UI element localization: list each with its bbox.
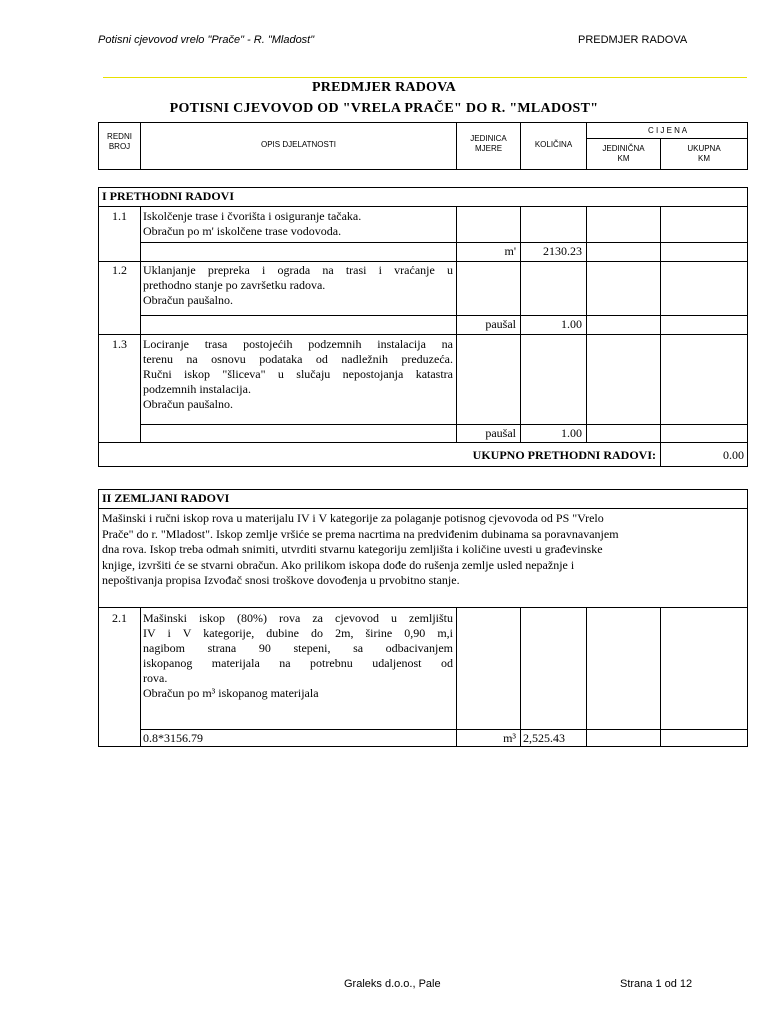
col-redni: REDNI xyxy=(107,132,132,141)
header-divider xyxy=(103,77,747,78)
col-kolicina: KOLIČINA xyxy=(534,140,573,149)
item-1-2-description: Uklanjanje prepreka i ograda na trasi i vraćanje u prethodno stanje po završetku radova. Obračun paušalno. xyxy=(143,263,453,307)
item-1-3-unit: paušal xyxy=(485,426,516,440)
item-1-2-number: 1.2 xyxy=(112,263,127,277)
col-ukupna: UKUPNA xyxy=(687,144,721,153)
item-1-2-unit: paušal xyxy=(485,317,516,331)
col-cijena: C I J E N A xyxy=(647,126,688,135)
section-2-intro: Mašinski i ručni iskop rova u materijalu IV i V kategorije za polaganje potisnog cjevovoda od PS "Vrelo Prače" do r. "Mladost". Iskop zemlje vršiće se prema nacrtima na predviđenim dubinama sa poravnavanjem dna rova. Iskop treba odmah snimiti, utvrditi stvarnu kategoriju zemljišta i količine uvesti u građevinske knjige, izvršiti će se stvarni obračun. Ako prilikom iskopa dođe do rušenja zemlje usled nepažnje i nepoštivanja propisa Izvođač snosi troškove dovođenja u prvobitno stanje. xyxy=(102,511,619,587)
item-1-2-quantity: 1.00 xyxy=(561,317,582,331)
item-1-1-number: 1.1 xyxy=(112,209,127,223)
item-1-3-quantity: 1.00 xyxy=(561,426,582,440)
document-title: PREDMJER RADOVA xyxy=(312,80,456,95)
section-1-total-value: 0.00 xyxy=(723,448,744,462)
item-1-1-quantity: 2130.23 xyxy=(543,244,582,258)
col-jedinicna-km: KM xyxy=(617,154,630,163)
col-broj: BROJ xyxy=(108,142,131,151)
footer-company: Graleks d.o.o., Pale xyxy=(344,978,441,990)
item-1-1-description: Iskolčenje trase i čvorišta i osiguranje tačaka. Obračun po m' iskolčene trase vodovoda. xyxy=(143,209,362,238)
document-subtitle: POTISNI CJEVOVOD OD "VRELA PRAČE" DO R. "MLADOST" xyxy=(169,101,599,116)
col-mjere: MJERE xyxy=(474,144,503,153)
col-jedinica: JEDINICA xyxy=(470,134,507,143)
item-2-1-calculation: 0.8*3156.79 xyxy=(143,731,203,745)
item-1-1-unit: m' xyxy=(504,244,516,258)
col-opis: OPIS DJELATNOSTI xyxy=(261,140,336,149)
item-1-3-number: 1.3 xyxy=(112,337,127,351)
section-1-title: I PRETHODNI RADOVI xyxy=(102,189,235,203)
col-ukupna-km: KM xyxy=(698,154,710,163)
item-2-1-number: 2.1 xyxy=(112,611,127,625)
item-2-1-unit: m³ xyxy=(503,731,516,745)
item-2-1-description: Mašinski iskop (80%) rova za cjevovod u zemljištu IV i V kategorije, dubine do 2m, širine 0,90 m,i nagibom strana 90 stepeni, sa odbacivanjem iskopanog materijala na potrebnu udaljenost od rova. Obračun po m³ iskopanog materijala xyxy=(143,611,453,700)
item-2-1-quantity: 2,525.43 xyxy=(523,731,565,745)
page-header-right: PREDMJER RADOVA xyxy=(578,34,688,46)
section-1-total-label: UKUPNO PRETHODNI RADOVI: xyxy=(472,448,656,462)
section-2-title: II ZEMLJANI RADOVI xyxy=(102,491,230,505)
item-1-3-description: Lociranje trasa postojećih podzemnih instalacija na terenu na osnovu podataka od nadležnih preduzeća. Ručni iskop "šliceva" u slučaju nepostojanja katastra podzemnih instalacija. Obračun paušalno. xyxy=(143,337,453,411)
col-jedinicna: JEDINIČNA xyxy=(602,144,645,153)
page-header-left: Potisni cjevovod vrelo "Prače" - R. "Mladost" xyxy=(98,34,315,46)
footer-page-number: Strana 1 od 12 xyxy=(620,978,693,990)
